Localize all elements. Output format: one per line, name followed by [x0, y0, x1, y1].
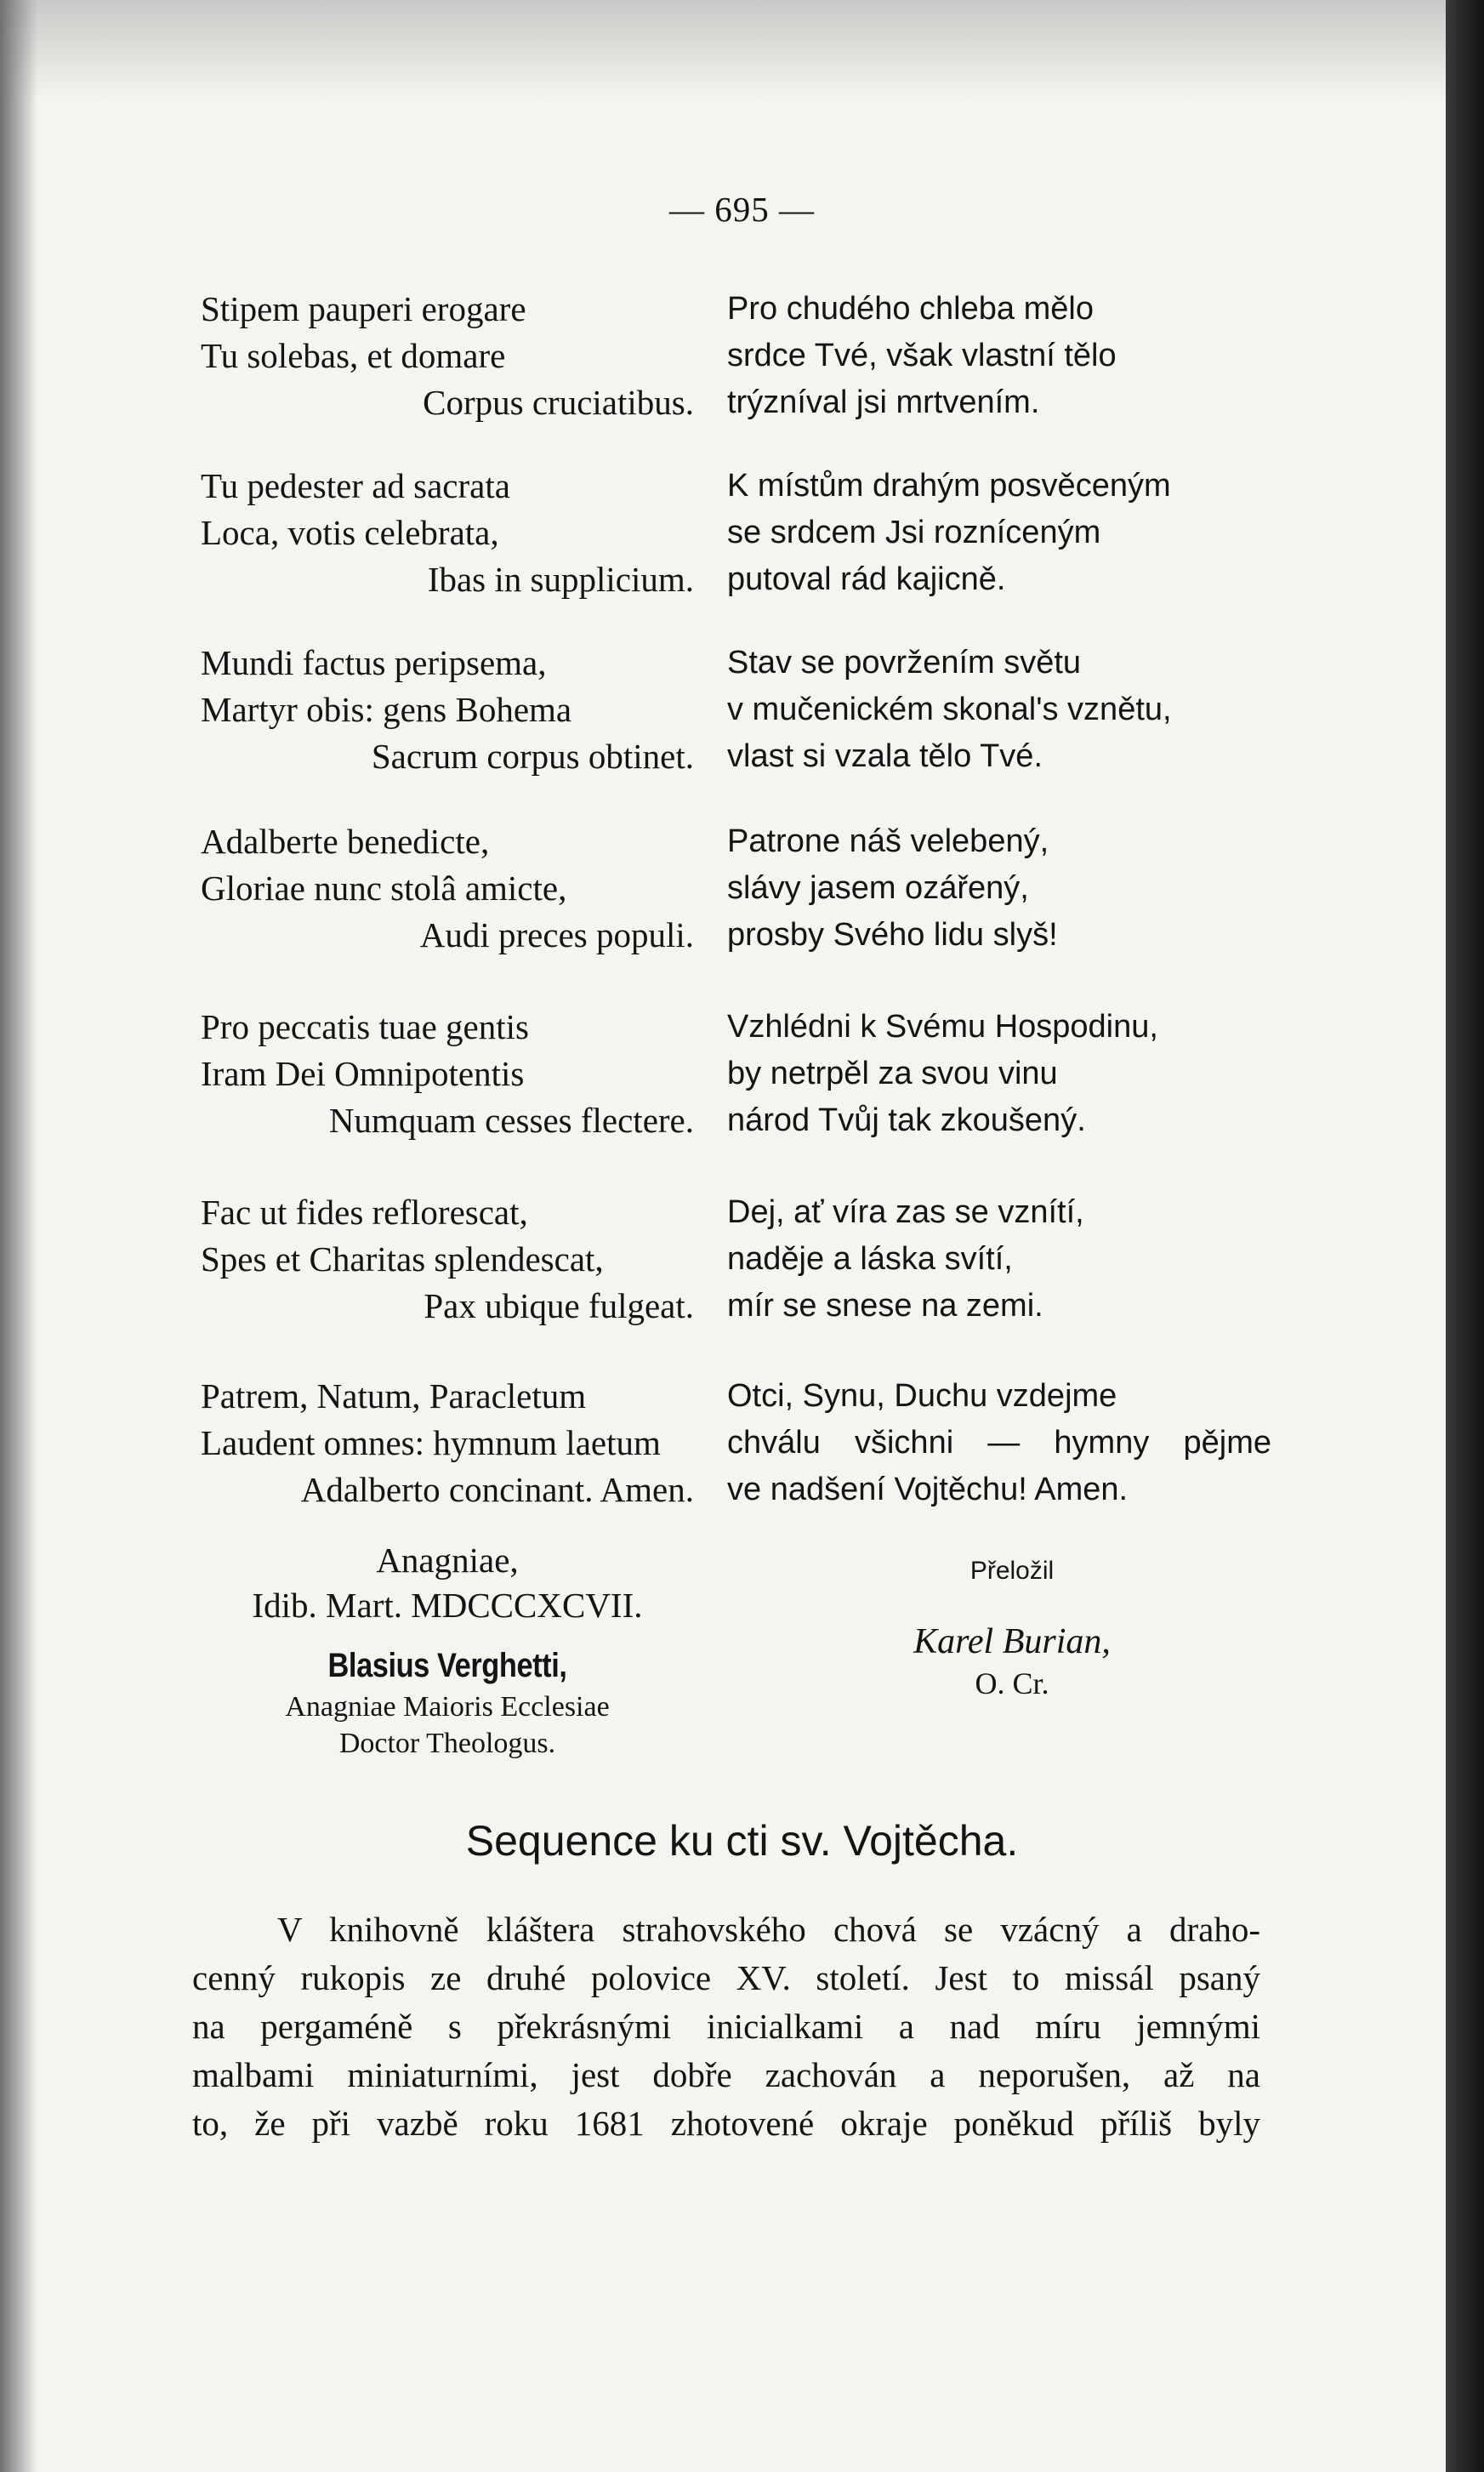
verse-line: Sacrum corpus obtinet. [371, 737, 694, 776]
latin-stanza-5 [201, 1004, 694, 1144]
verse-line: v mučenickém skonal's vznětu, [727, 692, 1172, 727]
latin-stanza-4 [201, 818, 694, 959]
translator-order: O. Cr. [975, 1666, 1049, 1700]
verse-line: srdce Tvé, však vlastní tělo [727, 338, 1117, 373]
verse-line: Vzhlédni k Svému Hospodinu, [727, 1009, 1158, 1045]
paragraph-line: na pergaméně s překrásnými inicialkami a nad míru jemnými [192, 2007, 1260, 2046]
verse-line: Spes et Charitas splendescat, [201, 1239, 604, 1279]
section-title: Sequence ku cti sv. Vojtěcha. [465, 1817, 1019, 1865]
verse-line: národ Tvůj tak zkoušený. [727, 1102, 1086, 1138]
czech-stanza-3 [727, 640, 1271, 780]
verse-line: Pro chudého chleba mělo [727, 291, 1094, 327]
verse-line: K místům drahým posvěceným [727, 468, 1171, 504]
body-paragraph [192, 1905, 1260, 2148]
czech-stanza-7 [727, 1373, 1271, 1513]
verse-line: prosby Svého lidu slyš! [727, 917, 1058, 953]
latin-signoff [201, 1538, 694, 1762]
verse-line: Pro peccatis tuae gentis [201, 1007, 529, 1046]
czech-stanza-6 [727, 1189, 1271, 1330]
verse-line: Loca, votis celebrata, [201, 513, 499, 552]
paragraph-line: malbami miniaturními, jest dobře zachován a neporušen, až na [192, 2055, 1260, 2094]
latin-stanza-7 [201, 1373, 694, 1513]
signoff-author: Blasius Verghetti, [327, 1647, 567, 1684]
verse-line: vlast si vzala tělo Tvé. [727, 738, 1043, 774]
verse-line: Numquam cesses flectere. [328, 1101, 694, 1140]
verse-line: mír se snese na zemi. [727, 1288, 1043, 1324]
verse-line: chválu všichni — hymny pějme [727, 1425, 1271, 1461]
verse-line: Audi preces populi. [419, 915, 694, 954]
verse-line: Tu solebas, et domare [201, 336, 506, 375]
verse-line: Adalberte benedicte, [201, 822, 490, 861]
verse-line: Stav se povržením světu [727, 645, 1082, 681]
verse-line: naděje a láska svítí, [727, 1241, 1013, 1277]
czech-stanza-4 [727, 818, 1271, 959]
czech-stanza-5 [727, 1004, 1271, 1144]
latin-stanza-6 [201, 1189, 694, 1330]
verse-line: Tu pedester ad sacrata [201, 466, 510, 505]
latin-stanza-3 [201, 640, 694, 780]
verse-line: Adalberto concinant. Amen. [300, 1470, 694, 1509]
verse-line: ve nadšení Vojtěchu! Amen. [727, 1472, 1129, 1507]
czech-stanza-2 [727, 463, 1271, 603]
verse-line: Pax ubique fulgeat. [424, 1286, 694, 1325]
paragraph-line: cenný rukopis ze druhé polovice XV. století. Jest to missál psaný [192, 1958, 1260, 1997]
verse-line: Patrem, Natum, Paracletum [201, 1376, 587, 1415]
latin-stanza-1 [201, 286, 694, 426]
paragraph-line: V knihovně kláštera strahovského chová se vzácný a draho- [277, 1910, 1260, 1949]
signoff-role-line-1: Anagniae Maioris Ecclesiae [285, 1691, 610, 1723]
paragraph-line: to, že při vazbě roku 1681 zhotovené okraje poněkud příliš byly [192, 2104, 1260, 2143]
verse-line: putoval rád kajicně. [727, 561, 1006, 597]
page-edge-shadow [1446, 0, 1484, 2472]
verse-line: Dej, ať víra zas se vznítí, [727, 1194, 1084, 1230]
signoff-date: Idib. Mart. MDCCCXCVII. [252, 1586, 643, 1625]
signoff-place: Anagniae, [376, 1541, 519, 1580]
translated-by-label: Přeložil [969, 1557, 1055, 1585]
verse-line: Fac ut fides reflorescat, [201, 1193, 528, 1232]
verse-line: Gloriae nunc stolâ amicte, [201, 869, 567, 908]
verse-line: se srdcem Jsi rozníceným [727, 515, 1101, 550]
verse-line: Laudent omnes: hymnum laetum [201, 1423, 661, 1462]
czech-signoff [816, 1557, 1208, 1703]
verse-line: Corpus cruciatibus. [423, 383, 694, 422]
translator-name: Karel Burian, [913, 1622, 1111, 1661]
verse-line: slávy jasem ozářený, [727, 870, 1029, 906]
verse-line: Otci, Synu, Duchu vzdejme [727, 1378, 1117, 1414]
latin-stanza-2 [201, 463, 694, 603]
verse-line: by netrpěl za svou vinu [727, 1056, 1058, 1091]
verse-line: Stipem pauperi erogare [201, 289, 526, 328]
page-number: — 695 — [669, 190, 815, 229]
signoff-role-line-2: Doctor Theologus. [338, 1728, 556, 1759]
verse-line: Patrone náš velebený, [727, 823, 1049, 859]
czech-stanza-1 [727, 286, 1271, 426]
verse-line: Martyr obis: gens Bohema [201, 690, 572, 729]
verse-line: Ibas in supplicium. [427, 560, 694, 599]
verse-line: Iram Dei Omnipotentis [201, 1054, 525, 1093]
verse-line: trýzníval jsi mrtvením. [727, 384, 1040, 420]
verse-line: Mundi factus peripsema, [201, 643, 547, 682]
